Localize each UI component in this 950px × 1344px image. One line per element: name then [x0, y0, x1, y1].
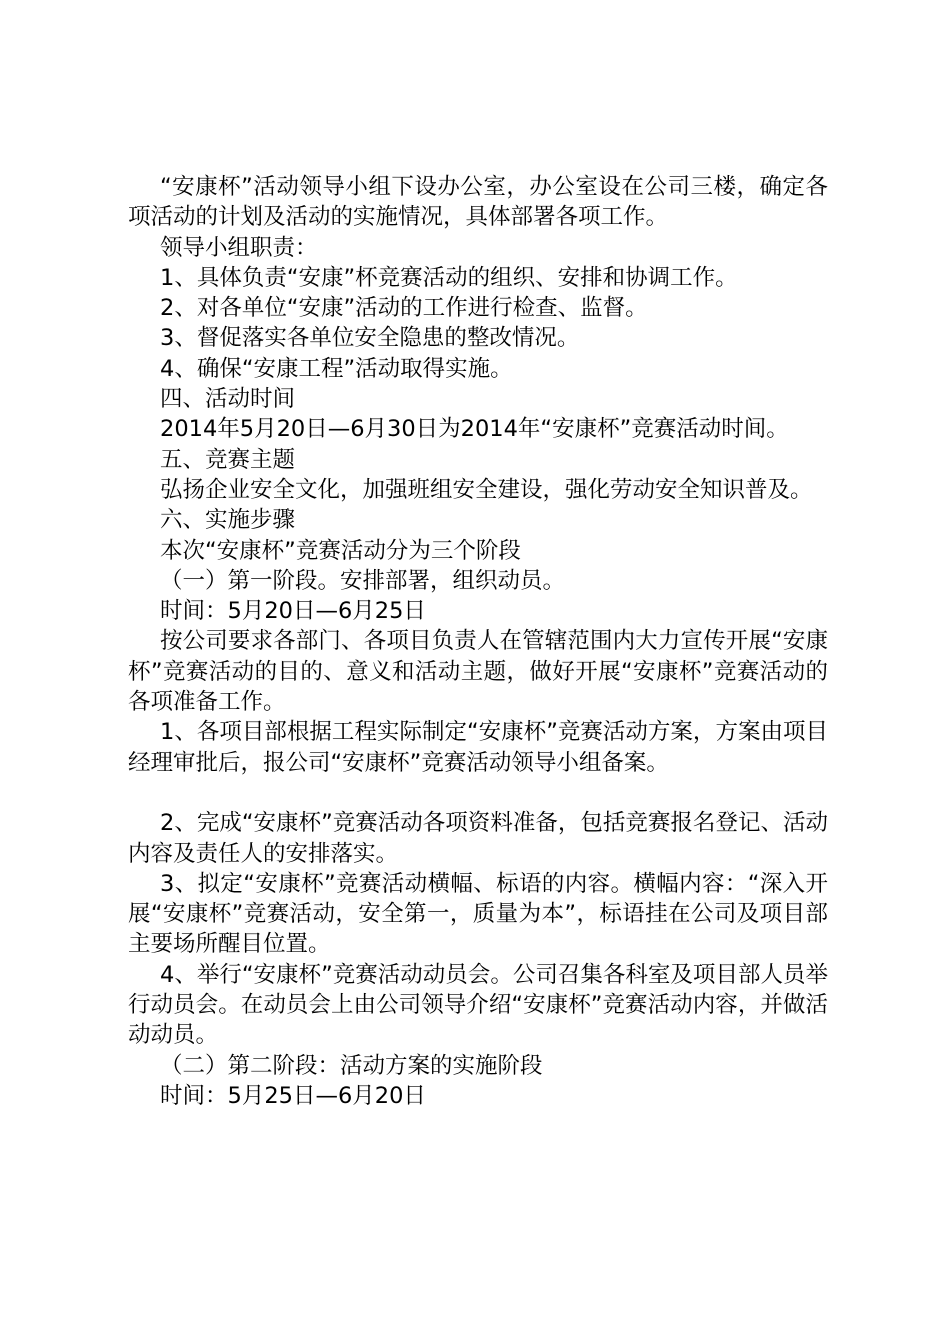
paragraph-office-setup: “安康杯”活动领导小组下设办公室，办公室设在公司三楼，确定各项活动的计划及活动的实施情况，具体部署各项工作。: [128, 174, 828, 231]
paragraph-duty-2: 2、对各单位“安康”活动的工作进行检查、监督。: [160, 295, 648, 322]
section-heading-steps: 六、实施步骤: [160, 507, 296, 534]
section-heading-activity-time: 四、活动时间: [160, 386, 296, 413]
paragraph-duty-1: 1、具体负责“安康”杯竞赛活动的组织、安排和协调工作。: [160, 264, 738, 291]
paragraph-stage-1-item-4: 4、举行“安康杯”竞赛活动动员会。公司召集各科室及项目部人员举行动员会。在动员会上由公司领导介绍“安康杯”竞赛活动内容，并做活动动员。: [128, 961, 828, 1049]
paragraph-stage-1-item-1: 1、各项目部根据工程实际制定“安康杯”竞赛活动方案，方案由项目经理审批后，报公司“安康杯”竞赛活动领导小组备案。: [128, 719, 828, 776]
paragraph-stage-1-item-2: 2、完成“安康杯”竞赛活动各项资料准备，包括竞赛报名登记、活动内容及责任人的安排落实。: [128, 810, 828, 867]
paragraph-duty-3: 3、督促落实各单位安全隐患的整改情况。: [160, 325, 580, 352]
document-body: [128, 172, 828, 1111]
paragraph-stage-1-overview: 按公司要求各部门、各项目负责人在管辖范围内大力宣传开展“安康杯”竞赛活动的目的、意义和活动主题，做好开展“安康杯”竞赛活动的各项准备工作。: [128, 628, 828, 716]
stage-2-heading: （二）第二阶段：活动方案的实施阶段: [160, 1052, 543, 1079]
stage-2-time: 时间：5月25日—6月20日: [160, 1082, 426, 1109]
stage-1-heading: （一）第一阶段。安排部署，组织动员。: [160, 567, 566, 594]
paragraph-duties-heading: 领导小组职责：: [160, 234, 318, 261]
paragraph-theme: 弘扬企业安全文化，加强班组安全建设，强化劳动安全知识普及。: [160, 476, 813, 503]
blank-line: [128, 778, 828, 808]
paragraph-three-stages: 本次“安康杯”竞赛活动分为三个阶段: [160, 537, 521, 564]
paragraph-duty-4: 4、确保“安康工程”活动取得实施。: [160, 355, 513, 382]
paragraph-stage-1-item-3: 3、拟定“安康杯”竞赛活动横幅、标语的内容。横幅内容：“深入开展“安康杯”竞赛活动，安全第一，质量为本”，标语挂在公司及项目部主要场所醒目位置。: [128, 870, 828, 958]
stage-1-time: 时间：5月20日—6月25日: [160, 598, 426, 625]
section-heading-theme: 五、竞赛主题: [160, 446, 296, 473]
paragraph-activity-time: 2014年5月20日—6月30日为2014年“安康杯”竞赛活动时间。: [160, 416, 789, 443]
